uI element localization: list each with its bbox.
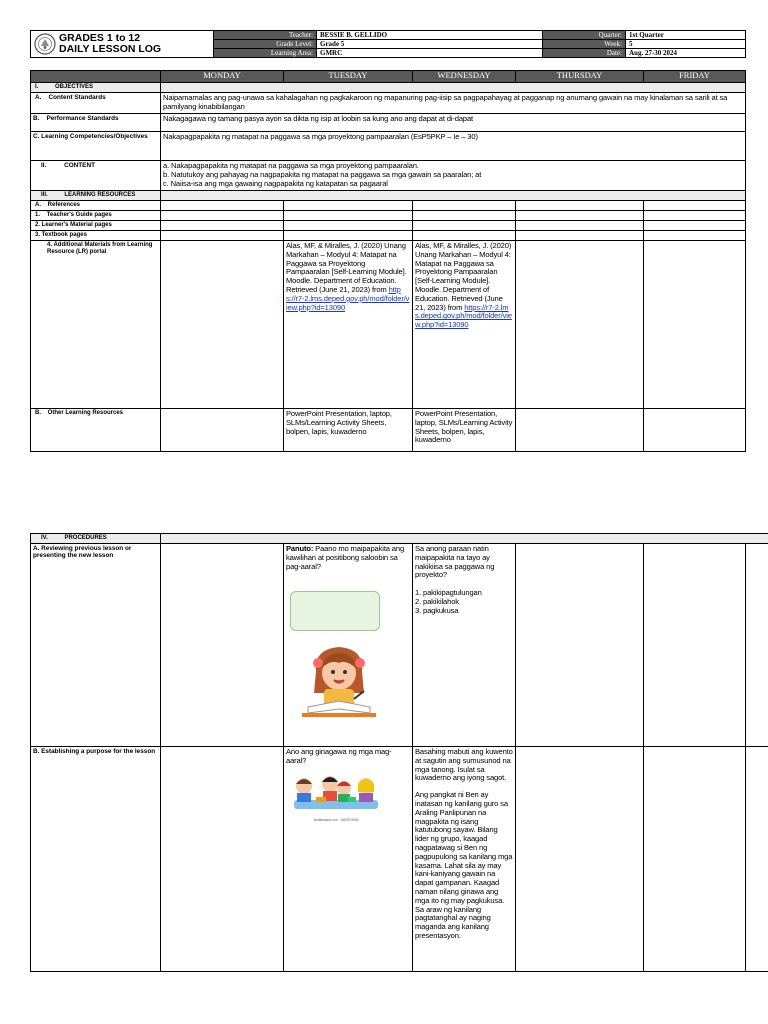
- procedure-b-tuesday: [284, 747, 413, 972]
- content-line-c: c. Naiisa-isa ang mga gawaing nagpapakita ng katapatan sa pagaaral: [163, 178, 388, 188]
- procedures-table: [30, 533, 768, 972]
- grade-label: Grade Level:: [214, 40, 317, 49]
- title-line-2: DAILY LESSON LOG: [59, 43, 162, 55]
- empty-cell: [161, 221, 284, 231]
- resources-heading: III. LEARNING RESOURCES: [31, 191, 161, 201]
- empty-cell: [516, 241, 644, 409]
- empty-cell: [644, 201, 746, 211]
- empty-cell: [161, 409, 284, 452]
- empty-cell: [644, 544, 746, 747]
- teachers-guide-label: 1. Teacher's Guide pages: [31, 211, 161, 221]
- empty-cell: [161, 201, 284, 211]
- objectives-heading-fill: [161, 83, 746, 93]
- day-monday: MONDAY: [161, 71, 284, 83]
- tuesday-reference-link[interactable]: https://r7-2.lms.deped.gov.ph/mod/folder/view.php?id=13090: [286, 284, 410, 312]
- procedures-heading: IV. PROCEDURES: [31, 534, 161, 544]
- wednesday-reference-text: Alas, MF, & Miralles, J. (2020) Unang Markahan – Modyul 4: Matapat na Paggawa sa Proyektong Pampaaralan [Self-Learning Module]. Moodle. Department of Education. Retrieved (June 21, 2023) from: [415, 241, 512, 312]
- date-value: Aug. 27-30 2024: [626, 49, 746, 58]
- story-instruction: Basahing mabuti ang kuwento at sagutin ang sumusunod na mga tanong. Isulat sa kuwaderno ang iyong sagot.: [415, 747, 513, 783]
- empty-cell: [644, 221, 746, 231]
- students-working-illustration: [286, 772, 386, 818]
- lesson-table: [30, 70, 746, 452]
- empty-cell: [413, 221, 516, 231]
- empty-cell: [516, 211, 644, 221]
- wednesday-item-1: 1. pakikipagtulungan: [415, 588, 482, 598]
- empty-cell: [161, 544, 284, 747]
- empty-cell: [413, 201, 516, 211]
- procedure-a-wednesday: [413, 544, 516, 747]
- resources-heading-fill: [161, 191, 746, 201]
- content-line-b: b. Natutukoy ang pahayag na nagpapakita ng matapat na paggawa sa mga gawain sa paaralan; at: [163, 169, 482, 179]
- competencies-label: C. Learning Competencies/Objectives: [31, 132, 161, 161]
- day-wednesday: WEDNESDAY: [413, 71, 516, 83]
- date-label: Date:: [543, 49, 626, 58]
- empty-cell: [161, 241, 284, 409]
- wednesday-item-2: 2. pakikilahok: [415, 596, 459, 606]
- empty-cell: [516, 747, 644, 972]
- empty-cell: [516, 231, 644, 241]
- illustration-caption: shutterstock.com · 1687874545: [313, 817, 359, 822]
- textbook-label: 3. Textbook pages: [31, 231, 161, 241]
- quarter-label: Quarter:: [543, 31, 626, 40]
- week-value: 5: [626, 40, 746, 49]
- wednesday-reference-link[interactable]: https://r7-2.lms.deped.gov.ph/mod/folder/view.php?id=13090: [415, 302, 512, 330]
- corner-cell: [31, 71, 161, 83]
- tuesday-other-resources: PowerPoint Presentation, laptop, SLMs/Learning Activity Sheets, bolpen, lapis, kuwaderno: [284, 409, 413, 452]
- other-resources-label: B. Other Learning Resources: [31, 409, 161, 452]
- empty-cell: [644, 231, 746, 241]
- empty-cell: [644, 409, 746, 452]
- header-table: [30, 30, 746, 58]
- empty-cell: [161, 231, 284, 241]
- quarter-value: 1st Quarter: [626, 31, 746, 40]
- doc-title: [31, 31, 214, 58]
- references-label: A. References: [31, 201, 161, 211]
- day-thursday: THURSDAY: [516, 71, 644, 83]
- deped-seal-icon: [34, 33, 56, 55]
- performance-standards-label: B. Performance Standards: [31, 114, 161, 132]
- procedure-b-wednesday: [413, 747, 516, 972]
- procedure-a-label: A. Reviewing previous lesson or presenting the new lesson: [31, 544, 161, 747]
- day-tuesday: TUESDAY: [284, 71, 413, 83]
- procedure-b-label: B. Establishing a purpose for the lesson: [31, 747, 161, 972]
- tuesday-reference: [284, 241, 413, 409]
- empty-cell: [516, 409, 644, 452]
- empty-cell: [284, 211, 413, 221]
- empty-cell: [516, 201, 644, 211]
- content-text: [161, 161, 746, 191]
- content-standards-text: Naipamamalas ang pag-unawa sa kahalagahan ng pagkakaroon ng mapanuring pag-iisip sa pagpapahayag at pagganap ng anumang gawain na may kinalaman sa sarili at sa pamilyang kinabibilangan: [161, 93, 746, 114]
- procedures-heading-fill: [161, 534, 768, 544]
- content-line-a: a. Nakapagpapakita ng matapat na paggawa sa mga proyektong pampaaralan.: [163, 161, 419, 170]
- grade-value: Grade 5: [317, 40, 543, 49]
- panuto-text: Paano mo maipapakita ang kawilihan at positibong saloobin sa pag-aaral?: [286, 544, 405, 571]
- tuesday-reference-text: Alas, MF, & Miralles, J. (2020) Unang Markahan – Modyul 4: Matapat na Paggawa sa Proyektong Pampaaralan [Self-Learning Module]. Moodle. Department of Education. Retrieved (June 21, 2023) from: [286, 241, 407, 294]
- empty-cell: [284, 231, 413, 241]
- teacher-value: BESSIE B. GELLIDO: [317, 31, 543, 40]
- empty-cell: [161, 747, 284, 972]
- procedure-a-tuesday: [284, 544, 413, 747]
- wednesday-other-resources: PowerPoint Presentation, laptop, SLMs/Learning Activity Sheets, bolpen, lapis, kuwaderno: [413, 409, 516, 452]
- empty-cell: [644, 211, 746, 221]
- empty-cell: [284, 221, 413, 231]
- teacher-label: Teacher:: [214, 31, 317, 40]
- content-standards-label: A. Content Standards: [31, 93, 161, 114]
- area-value: GMRC: [317, 49, 543, 58]
- empty-cell: [413, 211, 516, 221]
- girl-reading-illustration: [294, 641, 384, 721]
- week-label: Week:: [543, 40, 626, 49]
- empty-cell: [516, 544, 644, 747]
- objectives-heading: I. OBJECTIVES: [31, 83, 161, 93]
- additional-materials-label: 4. Additional Materials from Learning Resource (LR) portal: [31, 241, 161, 409]
- competencies-text: Nakapagpapakita ng matapat na paggawa sa mga proyektong pampaaralan (EsP5PKP – Ie – 30): [161, 132, 746, 161]
- learners-material-label: 2. Learner's Material pages: [31, 221, 161, 231]
- performance-standards-text: Nakagagawa ng tamang pasya ayon sa dikta ng isip at loobin sa kung ano ang dapat at di-dapat: [161, 114, 746, 132]
- story-text: Ang pangkat ni Ben ay inatasan ng kanilang guro sa Araling Panlipunan na magpakita ng isang katutubong sayaw. Bilang lider ng grupo, kaagad nagpatawag si Ben ng pagpupulong sa kanilang mga kasama. Lahat sila ay may kani-kaniyang gawain na dapat gampanan. Kaagad naman nilang ginawa ang mga ito ng may pagkukusa. Sa araw ng kanilang pagtatanghal ay naging maganda ang kanilang presentasyon.: [415, 790, 513, 940]
- day-friday: FRIDAY: [644, 71, 746, 83]
- empty-cell: [413, 231, 516, 241]
- empty-cell: [516, 221, 644, 231]
- content-label: II. CONTENT: [31, 161, 161, 191]
- empty-cell: [746, 544, 768, 747]
- wednesday-question: Sa anong paraan natin maipapakita na tayo ay nakikiisa sa paggawa ng proyekto?: [415, 544, 495, 580]
- empty-cell: [161, 211, 284, 221]
- empty-cell: [644, 747, 746, 972]
- wednesday-reference: [413, 241, 516, 409]
- wednesday-item-3: 3. pagkukusa: [415, 605, 459, 615]
- panuto-label: Panuto:: [286, 544, 314, 553]
- procedure-b-question: Ano ang ginagawa ng mga mag-aaral?: [286, 747, 392, 765]
- empty-cell: [284, 201, 413, 211]
- empty-cell: [746, 747, 768, 972]
- title-line-1: GRADES 1 to 12: [59, 32, 141, 44]
- area-label: Learning Area:: [214, 49, 317, 58]
- empty-cell: [644, 241, 746, 409]
- answer-bubble: [290, 591, 380, 631]
